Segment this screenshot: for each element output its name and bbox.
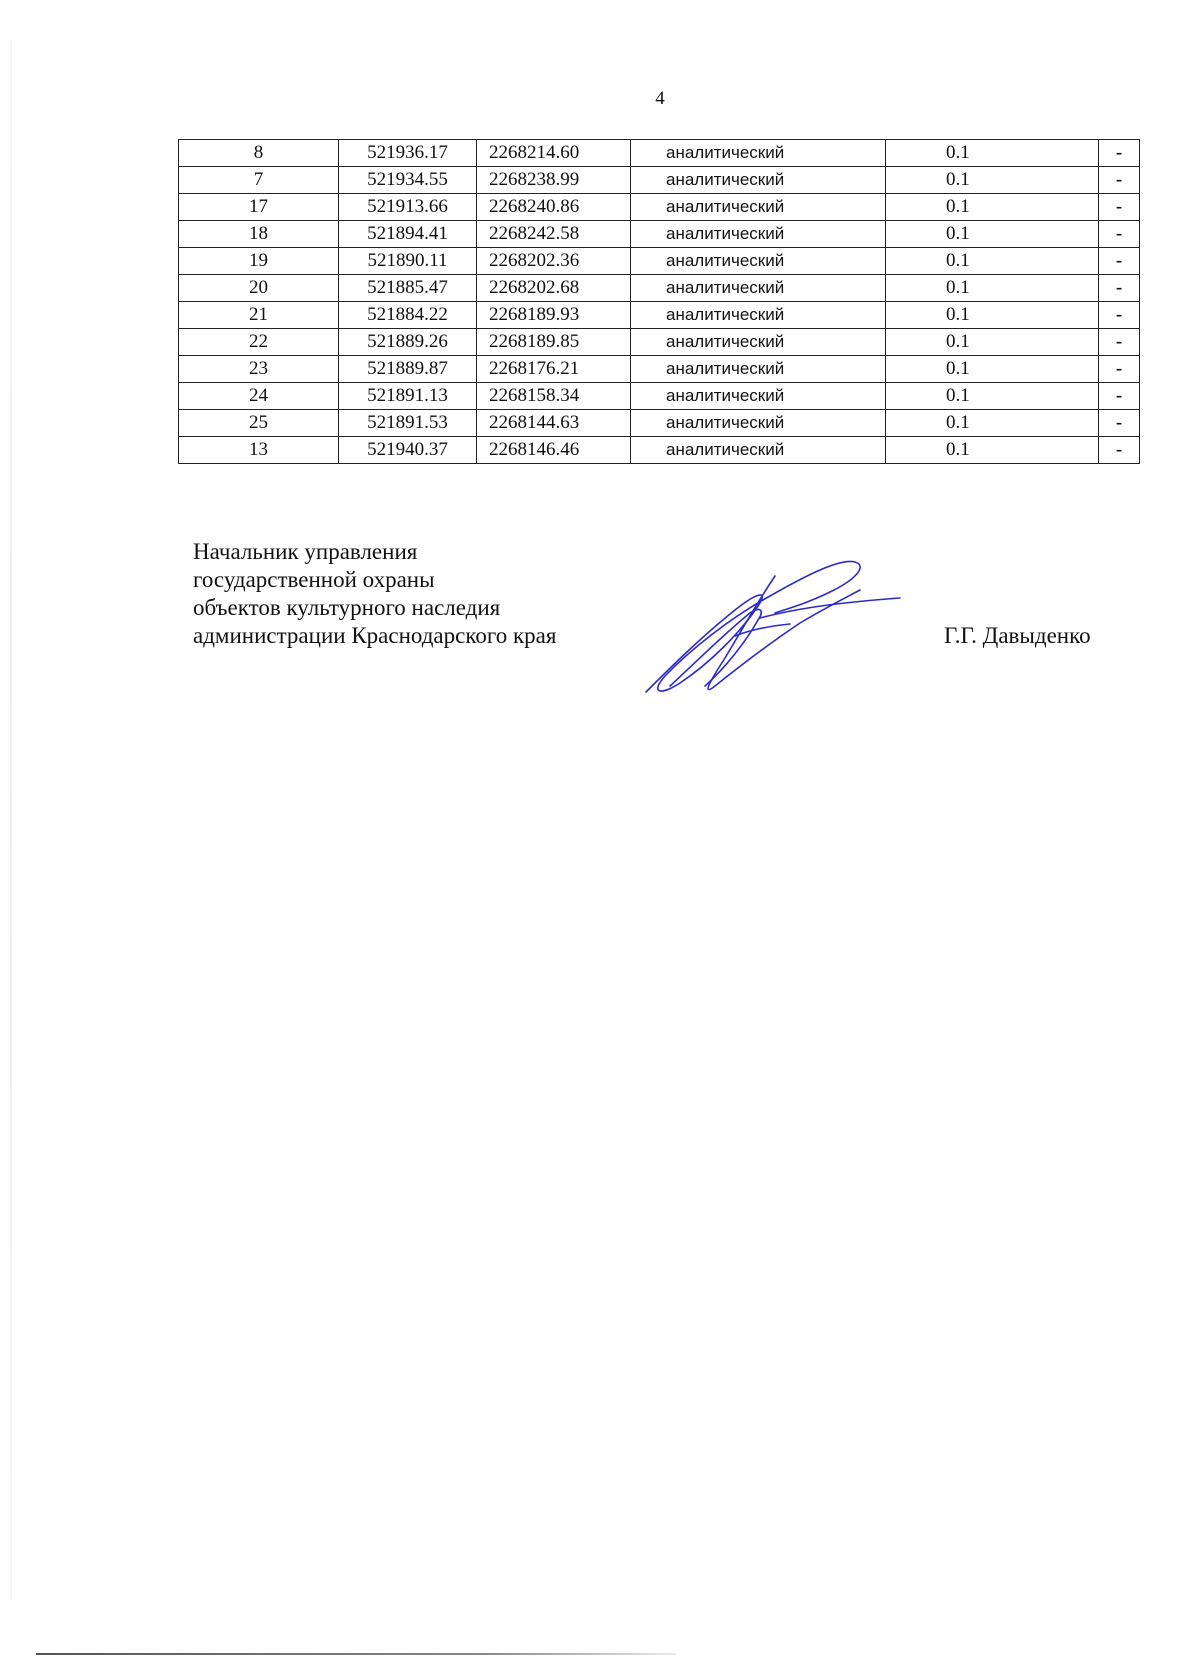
description-cell: -: [1099, 275, 1140, 302]
method-cell: аналитический: [631, 383, 886, 410]
x-coordinate-cell: 521885.47: [339, 275, 477, 302]
point-number-cell: 19: [179, 248, 339, 275]
point-number-cell: 21: [179, 302, 339, 329]
accuracy-cell: 0.1: [886, 437, 1099, 464]
x-coordinate-cell: 521891.13: [339, 383, 477, 410]
table-row: [179, 302, 1140, 329]
method-cell: аналитический: [631, 140, 886, 167]
table-row: [179, 275, 1140, 302]
method-cell: аналитический: [631, 194, 886, 221]
accuracy-cell: 0.1: [886, 356, 1099, 383]
handwritten-signature: [640, 558, 910, 698]
point-number-cell: 7: [179, 167, 339, 194]
y-coordinate-cell: 2268158.34: [477, 383, 631, 410]
description-cell: -: [1099, 410, 1140, 437]
x-coordinate-cell: 521890.11: [339, 248, 477, 275]
method-cell: аналитический: [631, 410, 886, 437]
point-number-cell: 20: [179, 275, 339, 302]
description-cell: -: [1099, 194, 1140, 221]
point-number-cell: 22: [179, 329, 339, 356]
description-cell: -: [1099, 140, 1140, 167]
method-cell: аналитический: [631, 221, 886, 248]
position-line: государственной охраны: [193, 567, 435, 592]
coordinates-table: [178, 139, 1140, 464]
table-row: [179, 248, 1140, 275]
point-number-cell: 17: [179, 194, 339, 221]
y-coordinate-cell: 2268242.58: [477, 221, 631, 248]
y-coordinate-cell: 2268144.63: [477, 410, 631, 437]
position-line: объектов культурного наследия: [193, 595, 501, 620]
x-coordinate-cell: 521891.53: [339, 410, 477, 437]
table-row: [179, 194, 1140, 221]
table-row: [179, 329, 1140, 356]
table-row: [179, 356, 1140, 383]
point-number-cell: 8: [179, 140, 339, 167]
position-line: Начальник управления: [193, 539, 418, 564]
y-coordinate-cell: 2268240.86: [477, 194, 631, 221]
x-coordinate-cell: 521884.22: [339, 302, 477, 329]
table-row: [179, 140, 1140, 167]
y-coordinate-cell: 2268176.21: [477, 356, 631, 383]
page-number: 4: [655, 88, 665, 109]
table-row: [179, 410, 1140, 437]
method-cell: аналитический: [631, 167, 886, 194]
description-cell: -: [1099, 302, 1140, 329]
y-coordinate-cell: 2268189.93: [477, 302, 631, 329]
position-line: администрации Краснодарского края: [193, 623, 557, 648]
point-number-cell: 13: [179, 437, 339, 464]
accuracy-cell: 0.1: [886, 410, 1099, 437]
point-number-cell: 24: [179, 383, 339, 410]
x-coordinate-cell: 521940.37: [339, 437, 477, 464]
page-bottom-rule: [36, 1653, 676, 1655]
x-coordinate-cell: 521934.55: [339, 167, 477, 194]
description-cell: -: [1099, 329, 1140, 356]
method-cell: аналитический: [631, 329, 886, 356]
y-coordinate-cell: 2268146.46: [477, 437, 631, 464]
method-cell: аналитический: [631, 248, 886, 275]
y-coordinate-cell: 2268238.99: [477, 167, 631, 194]
table-row: [179, 383, 1140, 410]
scan-edge-shadow: [10, 40, 12, 1600]
x-coordinate-cell: 521913.66: [339, 194, 477, 221]
accuracy-cell: 0.1: [886, 275, 1099, 302]
table-row: [179, 167, 1140, 194]
description-cell: -: [1099, 437, 1140, 464]
accuracy-cell: 0.1: [886, 194, 1099, 221]
method-cell: аналитический: [631, 275, 886, 302]
description-cell: -: [1099, 356, 1140, 383]
method-cell: аналитический: [631, 302, 886, 329]
accuracy-cell: 0.1: [886, 329, 1099, 356]
description-cell: -: [1099, 221, 1140, 248]
y-coordinate-cell: 2268202.68: [477, 275, 631, 302]
method-cell: аналитический: [631, 437, 886, 464]
y-coordinate-cell: 2268214.60: [477, 140, 631, 167]
accuracy-cell: 0.1: [886, 221, 1099, 248]
signatory-name: Г.Г. Давыденко: [944, 623, 1091, 648]
point-number-cell: 25: [179, 410, 339, 437]
x-coordinate-cell: 521936.17: [339, 140, 477, 167]
point-number-cell: 23: [179, 356, 339, 383]
x-coordinate-cell: 521889.87: [339, 356, 477, 383]
description-cell: -: [1099, 383, 1140, 410]
x-coordinate-cell: 521889.26: [339, 329, 477, 356]
coordinates-table-body: [179, 140, 1140, 464]
description-cell: -: [1099, 248, 1140, 275]
accuracy-cell: 0.1: [886, 167, 1099, 194]
table-row: [179, 221, 1140, 248]
description-cell: -: [1099, 167, 1140, 194]
y-coordinate-cell: 2268189.85: [477, 329, 631, 356]
accuracy-cell: 0.1: [886, 383, 1099, 410]
y-coordinate-cell: 2268202.36: [477, 248, 631, 275]
accuracy-cell: 0.1: [886, 302, 1099, 329]
point-number-cell: 18: [179, 221, 339, 248]
accuracy-cell: 0.1: [886, 140, 1099, 167]
table-row: [179, 437, 1140, 464]
method-cell: аналитический: [631, 356, 886, 383]
signatory-position: [193, 538, 556, 650]
x-coordinate-cell: 521894.41: [339, 221, 477, 248]
accuracy-cell: 0.1: [886, 248, 1099, 275]
